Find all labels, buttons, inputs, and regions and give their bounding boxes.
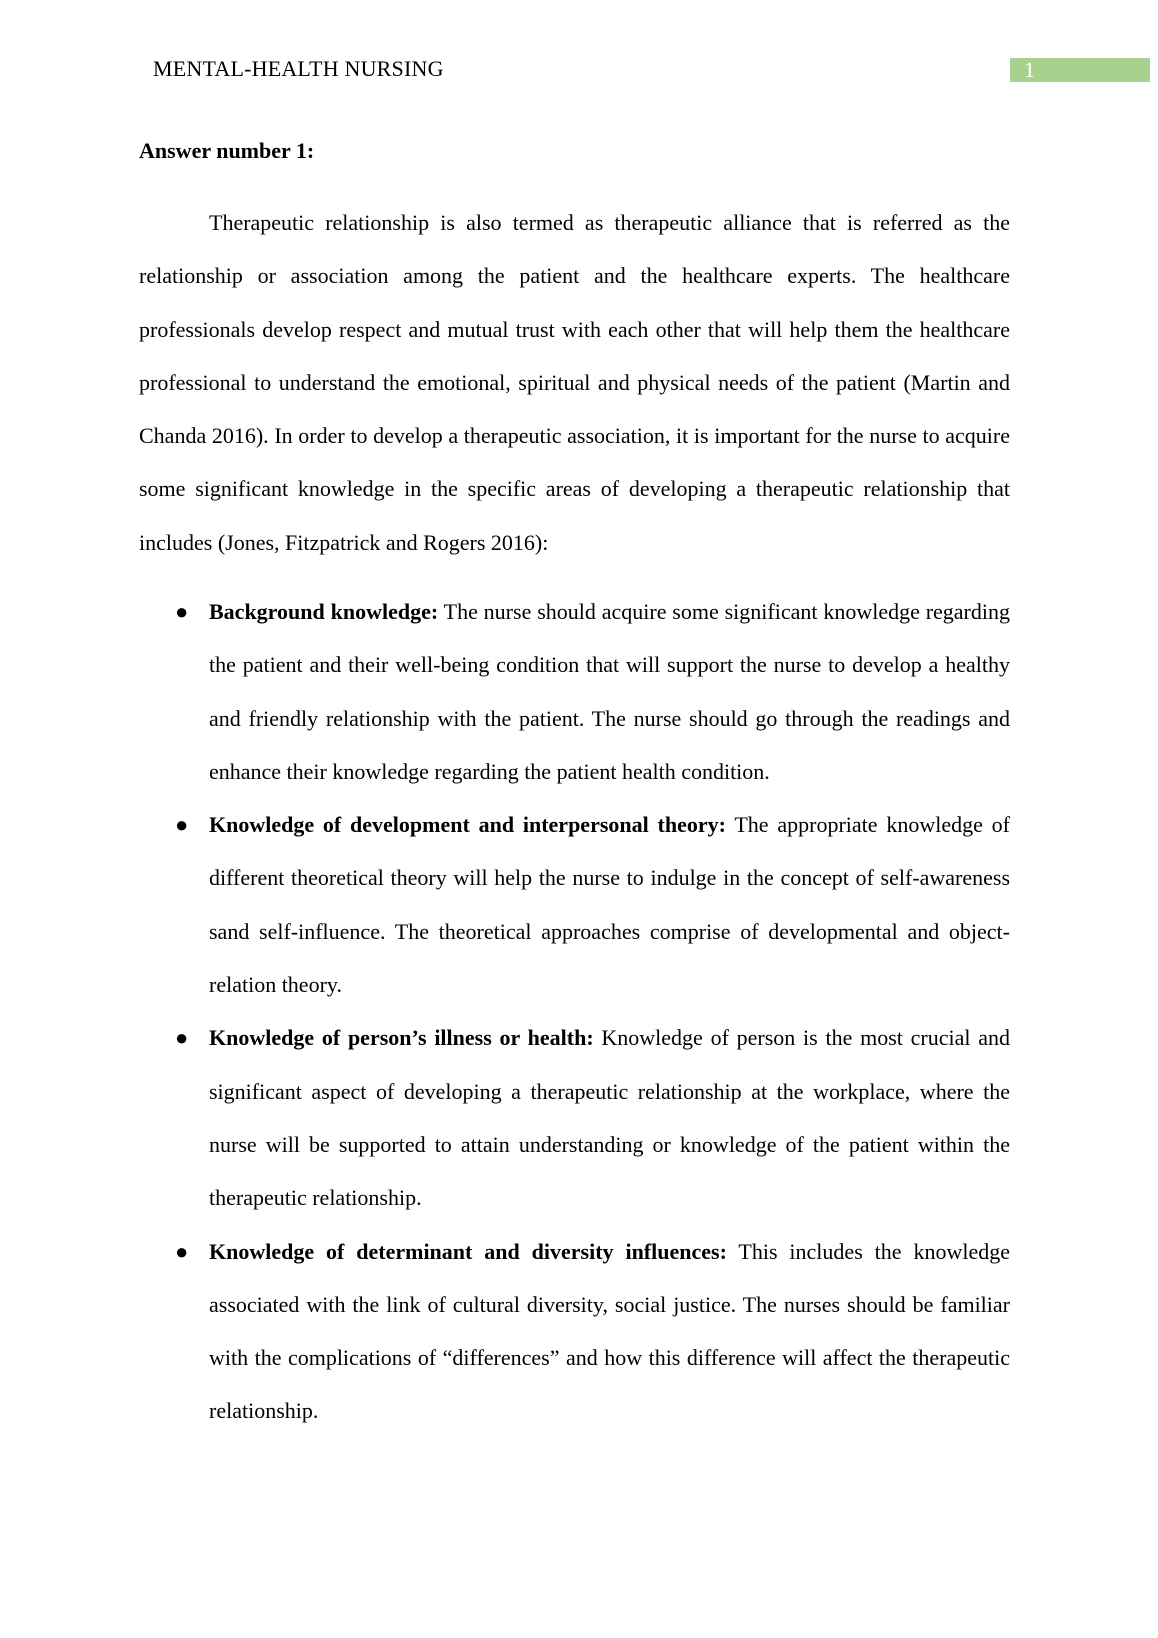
- knowledge-areas-list: [139, 585, 1010, 1438]
- bullet-text: Knowledge of person is the most crucial and significant aspect of developing a therapeutic relationship at the workplace, where the nurse will be supported to attain understanding or knowledge of the patient within the therapeutic relationship.: [209, 1025, 1010, 1211]
- intro-paragraph: Therapeutic relationship is also termed as therapeutic alliance that is referred as the relationship or association among the patient and the healthcare experts. The healthcare professionals develop respect and mutual trust with each other that will help them the healthcare professional to understand the emotional, spiritual and physical needs of the patient (Martin and Chanda 2016). In order to develop a therapeutic association, it is important for the nurse to acquire some significant knowledge in the specific areas of developing a therapeutic relationship that includes (Jones, Fitzpatrick and Rogers 2016):: [139, 210, 1010, 555]
- list-item: [139, 1011, 1010, 1224]
- bullet-icon: ●: [175, 599, 189, 624]
- bullet-term: Knowledge of development and interpersonal theory:: [209, 812, 726, 838]
- bullet-text: This includes the knowledge associated with the link of cultural diversity, social justice. The nurses should be familiar with the complications of “differences” and how this difference will affect the therapeutic relationship.: [209, 1238, 1010, 1424]
- bullet-term: Knowledge of determinant and diversity influences:: [209, 1238, 727, 1264]
- bullet-text: The nurse should acquire some significant knowledge regarding the patient and their well-being condition that will support the nurse to develop a healthy and friendly relationship with the patient. The nurse should go through the readings and enhance their knowledge regarding the patient health condition.: [209, 599, 1010, 784]
- bullet-term: Background knowledge:: [209, 599, 439, 624]
- list-item: [139, 585, 1010, 798]
- list-item: [139, 1225, 1010, 1438]
- page-number: 1: [1024, 57, 1035, 82]
- list-item: [139, 798, 1010, 1011]
- bullet-text: The appropriate knowledge of different theoretical theory will help the nurse to indulge in the concept of self-awareness sand self-influence. The theoretical approaches comprise of developmental and object-relation theory.: [209, 812, 1010, 998]
- bullet-icon: ●: [175, 812, 189, 838]
- section-heading: Answer number 1:: [139, 138, 315, 163]
- bullet-term: Knowledge of person’s illness or health:: [209, 1025, 594, 1051]
- bullet-icon: ●: [175, 1025, 189, 1051]
- bullet-icon: ●: [175, 1238, 189, 1264]
- page-number-badge: [1010, 58, 1150, 82]
- running-head: MENTAL-HEALTH NURSING: [153, 56, 444, 81]
